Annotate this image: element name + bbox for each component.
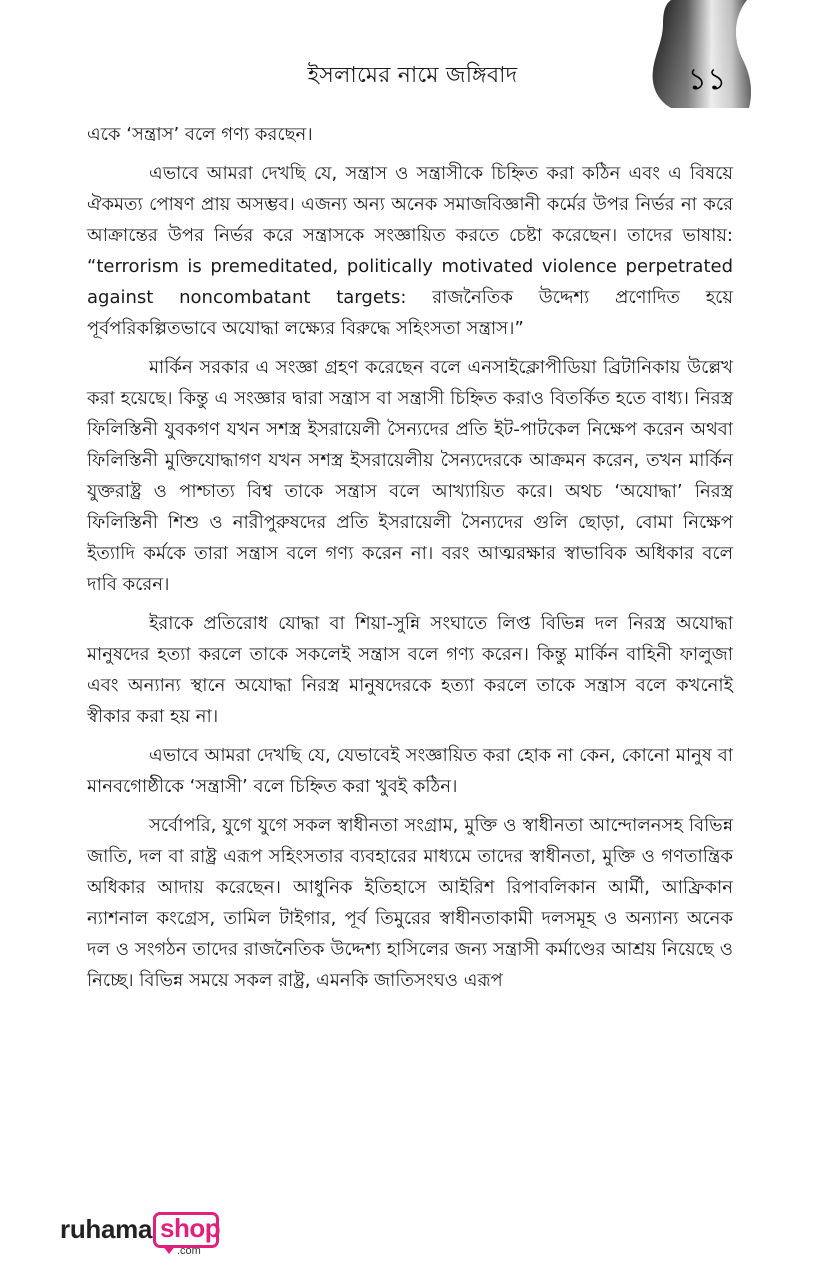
paragraph: সর্বোপরি, যুগে যুগে সকল স্বাধীনতা সংগ্রাম, মুক্তি ও স্বাধীনতা আন্দোলনসহ বিভিন্ন জাতি, দল বা রাষ্ট্র এরূপ সহিংসতার ব্যবহারের মাধ্যমে তাদের স্বাধীনতা, মুক্তি ও গণতান্ত্রিক অধিকার আদায় করেছেন। আধুনিক ইতিহাসে আইরিশ রিপাবলিকান আর্মী, আফ্রিকান ন্যাশনাল কংগ্রেস, তামিল টাইগার, পূর্ব তিমুরের স্বাধীনতাকামী দলসমূহ ও অন্যান্য অনেক দল ও সংগঠন তাদের রাজনৈতিক উদ্দেশ্য হাসিলের জন্য সন্ত্রাসী কর্মাণ্ডের আশ্রয় নিয়েছে ও নিচ্ছে। বিভিন্ন সময়ে সকল রাষ্ট্র, এমনকি জাতিসংঘও এরূপ — [87, 815, 733, 991]
running-header-title: ইসলামের নামে জঙ্গিবাদ — [307, 63, 518, 88]
logo-brand-text: ruhama — [60, 1214, 153, 1244]
logo-speech-tail-icon — [162, 1245, 176, 1254]
paragraph: মার্কিন সরকার এ সংজ্ঞা গ্রহণ করেছেন বলে এনসাইক্লোপীডিয়া ব্রিটানিকায় উল্লেখ করা হয়েছে। কিন্তু এ সংজ্ঞার দ্বারা সন্ত্রাস বা সন্ত্রাসী চিহ্নিত করাও বিতর্কিত হতে বাধ্য। নিরস্ত্র ফিলিস্তিনী যুবকগণ যখন সশস্ত্র ইসরায়েলী সৈন্যদের প্রতি ইট-পাটকেল নিক্ষেপ করেন অথবা ফিলিস্তিনী মুক্তিযোদ্ধাগণ যখন সশস্ত্র ইসরায়েলীয় সৈন্যদেরকে আক্রমন করেন, তখন মার্কিন যুক্তরাষ্ট্র ও পাশ্চাত্য বিশ্ব তাকে সন্ত্রাস বলে আখ্যায়িত করে। অথচ ‘অযোদ্ধা’ নিরস্ত্র ফিলিস্তিনী শিশু ও নারীপুরুষদের প্রতি ইসরায়েলী সৈন্যদের গুলি ছোড়া, বোমা নিক্ষেপ ইত্যাদি কর্মকে তারা সন্ত্রাস বলে গণ্য করেন না। বরং আত্মরক্ষার স্বাভাবিক অধিকার বলে দাবি করেন। — [87, 357, 733, 595]
body-text — [87, 119, 733, 1004]
paragraph: একে ‘সন্ত্রাস’ বলে গণ্য করছেন। — [87, 124, 313, 145]
paragraph: এভাবে আমরা দেখছি যে, যেভাবেই সংজ্ঞায়িত করা হোক না কেন, কোনো মানুষ বা মানবগোষ্ঠীকে ‘সন্ত্রাসী’ বলে চিহ্নিত করা খুবই কঠিন। — [87, 745, 733, 797]
ruhamashop-logo — [60, 1212, 240, 1262]
logo-shop-badge — [153, 1212, 219, 1248]
logo-shop-text: shop — [160, 1213, 221, 1243]
paragraph: এভাবে আমরা দেখছি যে, সন্ত্রাস ও সন্ত্রাসীকে চিহ্নিত করা কঠিন এবং এ বিষয়ে ঐকমত্য পোষণ প্রায় অসম্ভব। এজন্য অন্য অনেক সমাজবিজ্ঞানী কর্মের উপর নির্ভর না করে আক্রান্তের উপর নির্ভর করে সন্ত্রাসকে সংজ্ঞায়িত করতে চেষ্টা করেছেন। তাদের ভাষায়: “terrorism is premeditated, politically motivated violence perpetrated against noncombatant targets: রাজনৈতিক উদ্দেশ্য প্রণোদিত হয়ে পূর্বপরিকল্পিতভাবে অযোদ্ধা লক্ষ্যের বিরুদ্ধে সহিংসতা সন্ত্রাস।” — [87, 163, 733, 339]
paragraph: ইরাকে প্রতিরোধ যোদ্ধা বা শিয়া-সুন্নি সংঘাতে লিপ্ত বিভিন্ন দল নিরস্ত্র অযোদ্ধা মানুষদের হত্যা করলে তাকে সকলেই সন্ত্রাস বলে গণ্য করেন। কিন্তু মার্কিন বাহিনী ফালুজা এবং অন্যান্য স্থানে অযোদ্ধা নিরস্ত্র মানুষদেরকে হত্যা করলে তাকে সন্ত্রাস বলে কখনোই স্বীকার করা হয় না। — [87, 613, 733, 727]
page-number: ১১ — [687, 62, 727, 97]
logo-domain-text: .com — [177, 1245, 201, 1257]
